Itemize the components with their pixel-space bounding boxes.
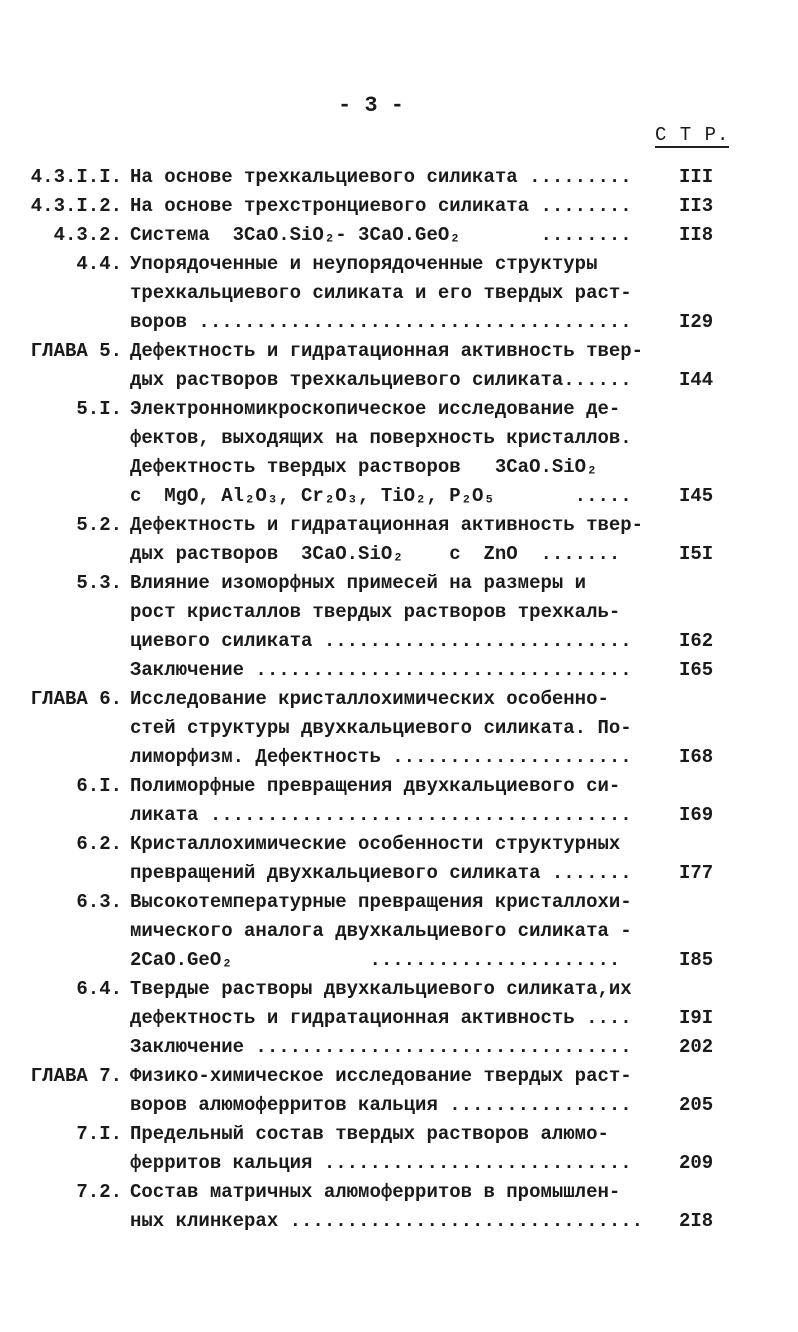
entry-title: превращений двухкальциевого силиката ....... (130, 862, 632, 884)
toc-entry (0, 685, 798, 714)
entry-title: На основе трехстронциевого силиката ........ (130, 195, 632, 217)
section-number: 4.4. (76, 253, 122, 275)
section-number: ГЛАВА 5. (30, 340, 122, 362)
toc-entry (0, 1178, 798, 1207)
entry-title: Заключение ................................. (130, 659, 632, 681)
toc-entry (0, 975, 798, 1004)
toc-entry (0, 1120, 798, 1149)
toc-entry (0, 1004, 798, 1033)
toc-entry (0, 1149, 798, 1178)
toc-entry (0, 772, 798, 801)
section-number: 5.2. (76, 514, 122, 536)
page-ref: I62 (679, 630, 714, 652)
page-ref: III (679, 166, 714, 188)
section-number: 4.3.I.2. (30, 195, 122, 217)
entry-title: Состав матричных алюмоферритов в промышлен- (130, 1181, 621, 1203)
toc-entry (0, 598, 798, 627)
entry-title: Упорядоченные и неупорядоченные структуры (130, 253, 598, 275)
entry-title: Дефектность твердых растворов 3CaO.SiO₂ (130, 456, 598, 478)
page-ref: I77 (679, 862, 714, 884)
toc-entry (0, 569, 798, 598)
entry-title: Полиморфные превращения двухкальциевого си- (130, 775, 621, 797)
page-ref: I5I (679, 543, 714, 565)
toc-entry (0, 308, 798, 337)
page-ref: I69 (679, 804, 714, 826)
entry-title: фектов, выходящих на поверхность кристаллов. (130, 427, 632, 449)
entry-title: Предельный состав твердых растворов алюмо- (130, 1123, 609, 1145)
toc-entry (0, 917, 798, 946)
section-number: 5.I. (76, 398, 122, 420)
toc-entry (0, 453, 798, 482)
toc-entry (0, 656, 798, 685)
entry-title: мического аналога двухкальциевого силиката - (130, 920, 632, 942)
section-number: ГЛАВА 7. (30, 1065, 122, 1087)
toc-entry (0, 540, 798, 569)
toc-entry (0, 801, 798, 830)
toc-entry (0, 221, 798, 250)
entry-title: Кристаллохимические особенности структурных (130, 833, 621, 855)
section-number: 4.3.2. (53, 224, 122, 246)
toc-entry (0, 424, 798, 453)
entry-title: Влияние изоморфных примесей на размеры и (130, 572, 587, 594)
toc-entry (0, 1062, 798, 1091)
entry-title: Дефектность и гидратационная активность твер- (130, 340, 644, 362)
page-ref: I29 (679, 311, 714, 333)
page-ref: I85 (679, 949, 714, 971)
toc-entry (0, 337, 798, 366)
entry-title: На основе трехкальциевого силиката ......... (130, 166, 632, 188)
entry-title: циевого силиката ........................... (130, 630, 632, 652)
toc-entry (0, 395, 798, 424)
toc-entry (0, 482, 798, 511)
entry-title: стей структуры двухкальциевого силиката. По- (130, 717, 632, 739)
page-ref: I44 (679, 369, 714, 391)
page-ref: 202 (679, 1036, 714, 1058)
toc-entry (0, 192, 798, 221)
toc-entry (0, 946, 798, 975)
entry-title: дефектность и гидратационная активность .... (130, 1007, 632, 1029)
entry-title: Электронномикроскопическое исследование де- (130, 398, 621, 420)
entry-title: Система 3CaO.SiO₂- 3CaO.GeO₂ ........ (130, 224, 632, 246)
toc-entry (0, 627, 798, 656)
entry-title: дых растворов 3CaO.SiO₂ с ZnO ....... (130, 543, 621, 565)
entry-title: ных клинкерах ............................... (130, 1210, 644, 1232)
page-ref: I65 (679, 659, 714, 681)
page-number: - 3 - (338, 93, 405, 118)
entry-title: Дефектность и гидратационная активность твер- (130, 514, 644, 536)
toc-entry (0, 163, 798, 192)
section-number: 5.3. (76, 572, 122, 594)
entry-title: воров ...................................... (130, 311, 632, 333)
entry-title: рост кристаллов твердых растворов трехкаль- (130, 601, 621, 623)
section-number: 6.3. (76, 891, 122, 913)
section-number: 7.2. (76, 1181, 122, 1203)
entry-title: с MgO, Al₂O₃, Cr₂O₃, TiO₂, P₂O₅ ..... (130, 485, 632, 507)
entry-title: лиморфизм. Дефектность ..................... (130, 746, 632, 768)
entry-title: 2CaO.GeO₂ ...................... (130, 949, 621, 971)
toc-entry (0, 1091, 798, 1120)
page-ref: 205 (679, 1094, 714, 1116)
section-number: ГЛАВА 6. (30, 688, 122, 710)
section-number: 4.3.I.I. (30, 166, 122, 188)
page-ref: I9I (679, 1007, 714, 1029)
toc-entry (0, 743, 798, 772)
entry-title: Исследование кристаллохимических особенно- (130, 688, 609, 710)
toc-entry (0, 366, 798, 395)
entry-title: Заключение ................................. (130, 1036, 632, 1058)
page-ref: I68 (679, 746, 714, 768)
section-number: 6.4. (76, 978, 122, 1000)
toc-entry (0, 1207, 798, 1236)
page-ref: I45 (679, 485, 714, 507)
section-number: 6.I. (76, 775, 122, 797)
toc-entry (0, 830, 798, 859)
toc-entry (0, 1033, 798, 1062)
toc-entry (0, 714, 798, 743)
toc-entry (0, 511, 798, 540)
entry-title: трехкальциевого силиката и его твердых раст- (130, 282, 632, 304)
entry-title: ликата ..................................... (130, 804, 632, 826)
entry-title: Твердые растворы двухкальциевого силиката,их (130, 978, 632, 1000)
page-ref: 2I8 (679, 1210, 714, 1232)
entry-title: Физико-химическое исследование твердых раст- (130, 1065, 632, 1087)
entry-title: Высокотемпературные превращения кристаллохи- (130, 891, 632, 913)
toc-entry (0, 250, 798, 279)
entry-title: дых растворов трехкальциевого силиката...... (130, 369, 632, 391)
page-column-header: С Т Р. (655, 124, 730, 146)
page-ref: II3 (679, 195, 714, 217)
entry-title: ферритов кальция ........................... (130, 1152, 632, 1174)
section-number: 7.I. (76, 1123, 122, 1145)
toc-entry (0, 279, 798, 308)
section-number: 6.2. (76, 833, 122, 855)
entry-title: воров алюмоферритов кальция ................ (130, 1094, 632, 1116)
toc-entry (0, 859, 798, 888)
toc-entry (0, 888, 798, 917)
page-ref: 209 (679, 1152, 714, 1174)
page-ref: II8 (679, 224, 714, 246)
